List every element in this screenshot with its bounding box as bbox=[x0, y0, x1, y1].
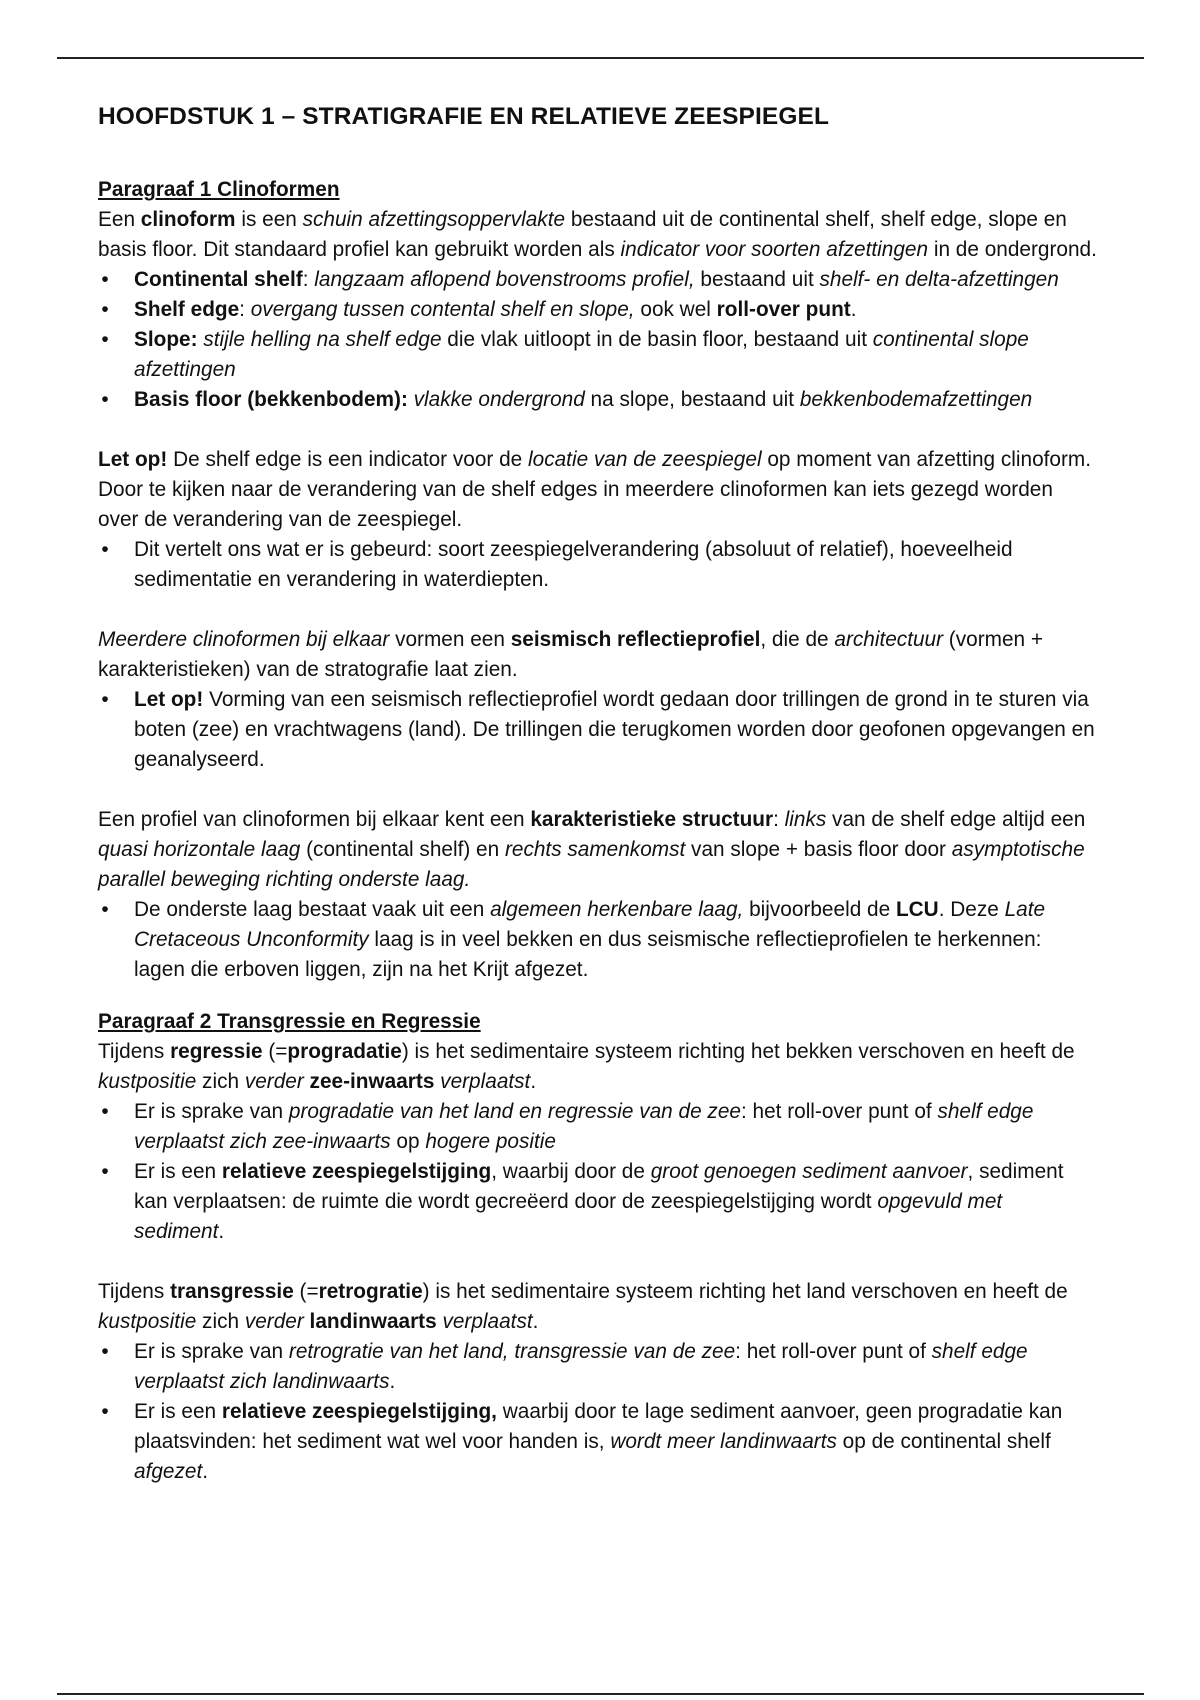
bullet-dot-icon: • bbox=[101, 1400, 109, 1423]
text-run: van de shelf edge altijd een bbox=[826, 808, 1086, 831]
section-block bbox=[98, 1277, 1098, 1487]
text-run: (= bbox=[293, 1280, 319, 1303]
bullet-dot-icon: • bbox=[101, 268, 109, 291]
bullet-item bbox=[98, 895, 1098, 985]
section-paragraph bbox=[98, 625, 1098, 685]
text-run: algemeen herkenbare laag, bbox=[490, 898, 744, 921]
text-run: : het roll-over punt of bbox=[735, 1340, 932, 1363]
text-run: relatieve zeespiegelstijging bbox=[221, 1160, 492, 1183]
text-run: clinoform bbox=[140, 208, 236, 231]
text-run: LCU bbox=[895, 898, 939, 921]
bullet-item bbox=[98, 1397, 1098, 1487]
bullet-item bbox=[98, 1157, 1098, 1247]
text-run: hogere positie bbox=[425, 1130, 556, 1153]
text-run: quasi horizontale laag bbox=[98, 838, 301, 861]
text-run: asymptotische parallel beweging richting onderste laag. bbox=[98, 838, 1085, 891]
text-run: wordt meer landinwaarts bbox=[610, 1430, 837, 1453]
text-run: . bbox=[532, 1310, 539, 1333]
text-run: links bbox=[784, 808, 827, 831]
document-body bbox=[98, 175, 1098, 1487]
section-block bbox=[98, 175, 1098, 415]
text-run: Basis floor (bekkenbodem): bbox=[134, 388, 408, 411]
text-run: bestaand uit bbox=[694, 268, 820, 291]
text-run: shelf- en delta-afzettingen bbox=[819, 268, 1059, 291]
text-run: Er is een bbox=[134, 1160, 222, 1183]
text-run: Meerdere clinoformen bij elkaar bbox=[98, 628, 390, 651]
text-run: verplaatst bbox=[442, 1310, 533, 1333]
text-run: Let op! bbox=[98, 448, 168, 471]
bullet-dot-icon: • bbox=[101, 538, 109, 561]
text-run: transgressie bbox=[170, 1280, 294, 1303]
text-run: kustpositie bbox=[98, 1310, 197, 1333]
text-run: bekkenbodemafzettingen bbox=[799, 388, 1033, 411]
text-run: roll-over punt bbox=[716, 298, 851, 321]
text-run: landinwaarts bbox=[309, 1310, 437, 1333]
bullet-item bbox=[98, 265, 1098, 295]
text-run: zich bbox=[196, 1070, 245, 1093]
bullet-dot-icon: • bbox=[101, 1160, 109, 1183]
bullet-list bbox=[98, 895, 1098, 985]
text-run: Een bbox=[98, 208, 141, 231]
text-run: Slope: bbox=[134, 328, 198, 351]
bullet-item bbox=[98, 385, 1098, 415]
section-heading: Paragraaf 2 Transgressie en Regressie bbox=[98, 1010, 481, 1033]
text-run: zich bbox=[196, 1310, 245, 1333]
paragraph-spacer bbox=[98, 595, 1098, 625]
text-run: : het roll-over punt of bbox=[740, 1100, 938, 1123]
text-run: . Deze bbox=[938, 898, 1005, 921]
bullet-dot-icon: • bbox=[101, 388, 109, 411]
text-run: shelf edge verplaatst zich zee-inwaarts bbox=[134, 1100, 1034, 1153]
bullet-item bbox=[98, 685, 1098, 775]
bullet-dot-icon: • bbox=[101, 688, 109, 711]
section-block bbox=[98, 625, 1098, 775]
text-run: . bbox=[218, 1220, 225, 1243]
text-run: verder bbox=[244, 1070, 304, 1093]
text-run: verder bbox=[244, 1310, 304, 1333]
text-run: Er is sprake van bbox=[134, 1100, 289, 1123]
text-run: langzaam aflopend bovenstrooms profiel, bbox=[314, 268, 695, 291]
text-run: indicator voor soorten afzettingen bbox=[620, 238, 929, 261]
text-run: relatieve zeespiegelstijging, bbox=[221, 1400, 497, 1423]
text-run: Shelf edge bbox=[134, 298, 240, 321]
text-run: : bbox=[239, 298, 251, 321]
text-run: overgang tussen contental shelf en slope, bbox=[250, 298, 635, 321]
text-run: ook wel bbox=[634, 298, 717, 321]
text-run: op de continental shelf bbox=[836, 1430, 1051, 1453]
text-run: retrogratie van het land, transgressie van de zee bbox=[288, 1340, 736, 1363]
text-run: (= bbox=[262, 1040, 288, 1063]
text-run: : bbox=[302, 268, 315, 291]
text-run: : bbox=[773, 808, 785, 831]
text-run: shelf edge verplaatst zich landinwaarts bbox=[134, 1340, 1028, 1393]
bullet-list bbox=[98, 685, 1098, 775]
text-run: vormen een bbox=[389, 628, 511, 651]
section-paragraph bbox=[98, 1277, 1098, 1337]
section-paragraph bbox=[98, 805, 1098, 895]
text-run: De shelf edge is een indicator voor de bbox=[167, 448, 529, 471]
text-run: . bbox=[850, 298, 857, 321]
text-run: ) is het sedimentaire systeem richting het bekken verschoven en heeft de bbox=[401, 1040, 1075, 1063]
text-run: Er is een bbox=[134, 1400, 222, 1423]
text-run: seismisch reflectieprofiel bbox=[510, 628, 761, 651]
text-run: Late Cretaceous Unconformity bbox=[134, 898, 1046, 951]
paragraph-spacer bbox=[98, 415, 1098, 445]
text-run: locatie van de zeespiegel bbox=[528, 448, 762, 471]
bullet-item bbox=[98, 295, 1098, 325]
bottom-rule bbox=[57, 1693, 1144, 1695]
text-run: (continental shelf) en bbox=[300, 838, 505, 861]
section-block bbox=[98, 445, 1098, 595]
text-run: architectuur bbox=[834, 628, 944, 651]
text-run: Er is sprake van bbox=[134, 1340, 289, 1363]
text-run: opgevuld met sediment bbox=[134, 1190, 1003, 1243]
bullet-dot-icon: • bbox=[101, 898, 109, 921]
text-run: Vorming van een seismisch reflectieprofiel wordt gedaan door trillingen de grond in te sturen via boten (zee) en vrachtwagens (land). De trillingen die terugkomen worden door geofonen opgevangen en geanalyseerd. bbox=[134, 688, 1095, 771]
text-run: Continental shelf bbox=[134, 268, 303, 291]
section-paragraph bbox=[98, 1037, 1098, 1097]
document-page bbox=[98, 103, 1098, 1487]
text-run: bijvoorbeeld de bbox=[743, 898, 896, 921]
section-heading: Paragraaf 1 Clinoformen bbox=[98, 178, 340, 201]
text-run: vlakke ondergrond bbox=[413, 388, 585, 411]
section-paragraph bbox=[98, 205, 1098, 265]
paragraph-spacer bbox=[98, 775, 1098, 805]
bullet-item bbox=[98, 1097, 1098, 1157]
text-run: Let op! bbox=[134, 688, 204, 711]
text-run: op moment van afzetting clinoform. Door te kijken naar de verandering van de shelf edges in meerdere clinoformen kan iets gezegd worden over de verandering van de zeespiegel. bbox=[98, 448, 1092, 531]
bullet-list bbox=[98, 1337, 1098, 1487]
text-run: afgezet bbox=[134, 1460, 203, 1483]
text-run: Tijdens bbox=[98, 1280, 171, 1303]
text-run: retrogratie bbox=[318, 1280, 423, 1303]
text-run: progradatie van het land en regressie van de zee bbox=[288, 1100, 741, 1123]
section-block bbox=[98, 1007, 1098, 1247]
text-run: , sediment kan verplaatsen: de ruimte die wordt gecreëerd door de zeespiegelstijging wordt bbox=[134, 1160, 1064, 1213]
text-run: verplaatst bbox=[440, 1070, 531, 1093]
bullet-dot-icon: • bbox=[101, 328, 109, 351]
text-run: op bbox=[390, 1130, 426, 1153]
bullet-list bbox=[98, 265, 1098, 415]
paragraph-spacer bbox=[98, 1247, 1098, 1277]
text-run: progradatie bbox=[287, 1040, 402, 1063]
text-run: . bbox=[530, 1070, 537, 1093]
bullet-item bbox=[98, 325, 1098, 385]
text-run: bestaand uit de continental shelf, shelf edge, slope en basis floor. Dit standaard profiel kan gebruikt worden als bbox=[98, 208, 1067, 261]
text-run: , waarbij door de bbox=[491, 1160, 651, 1183]
text-run: kustpositie bbox=[98, 1070, 197, 1093]
text-run: , die de bbox=[760, 628, 835, 651]
bullet-item bbox=[98, 1337, 1098, 1397]
text-run: zee-inwaarts bbox=[309, 1070, 435, 1093]
text-run: karakteristieke structuur bbox=[530, 808, 774, 831]
section-paragraph bbox=[98, 445, 1098, 535]
text-run: continental slope afzettingen bbox=[134, 328, 1029, 381]
chapter-title: HOOFDSTUK 1 – STRATIGRAFIE EN RELATIEVE ZEESPIEGEL bbox=[98, 103, 830, 130]
text-run: van slope + basis floor door bbox=[685, 838, 952, 861]
text-run: Dit vertelt ons wat er is gebeurd: soort zeespiegelverandering (absoluut of relatief), hoeveelheid sedimentatie en verandering in waterdiepten. bbox=[134, 538, 1013, 591]
section-block bbox=[98, 805, 1098, 985]
text-run: schuin afzettingsoppervlakte bbox=[302, 208, 566, 231]
text-run: waarbij door te lage sediment aanvoer, geen progradatie kan plaatsvinden: het sediment wat wel voor handen is, bbox=[134, 1400, 1063, 1453]
bullet-dot-icon: • bbox=[101, 298, 109, 321]
text-run: . bbox=[202, 1460, 209, 1483]
text-run: die vlak uitloopt in de basin floor, bestaand uit bbox=[441, 328, 873, 351]
text-run: ) is het sedimentaire systeem richting het land verschoven en heeft de bbox=[422, 1280, 1068, 1303]
top-rule bbox=[57, 57, 1144, 59]
text-run: na slope, bestaand uit bbox=[584, 388, 800, 411]
text-run: laag is in veel bekken en dus seismische reflectieprofielen te herkennen: lagen die erboven liggen, zijn na het Krijt afgezet. bbox=[134, 928, 1042, 981]
text-run: . bbox=[389, 1370, 396, 1393]
text-run: in de ondergrond. bbox=[928, 238, 1097, 261]
bullet-item bbox=[98, 535, 1098, 595]
paragraph-spacer bbox=[98, 985, 1098, 1007]
text-run: Tijdens bbox=[98, 1040, 171, 1063]
bullet-dot-icon: • bbox=[101, 1340, 109, 1363]
text-run: (vormen + karakteristieken) van de stratografie laat zien. bbox=[98, 628, 1044, 681]
text-run: groot genoegen sediment aanvoer bbox=[650, 1160, 968, 1183]
bullet-list bbox=[98, 1097, 1098, 1247]
text-run: stijle helling na shelf edge bbox=[203, 328, 442, 351]
text-run: De onderste laag bestaat vaak uit een bbox=[134, 898, 491, 921]
text-run: regressie bbox=[170, 1040, 263, 1063]
text-run: Een profiel van clinoformen bij elkaar kent een bbox=[98, 808, 531, 831]
text-run: is een bbox=[235, 208, 303, 231]
bullet-dot-icon: • bbox=[101, 1100, 109, 1123]
text-run: rechts samenkomst bbox=[504, 838, 686, 861]
bullet-list bbox=[98, 535, 1098, 595]
